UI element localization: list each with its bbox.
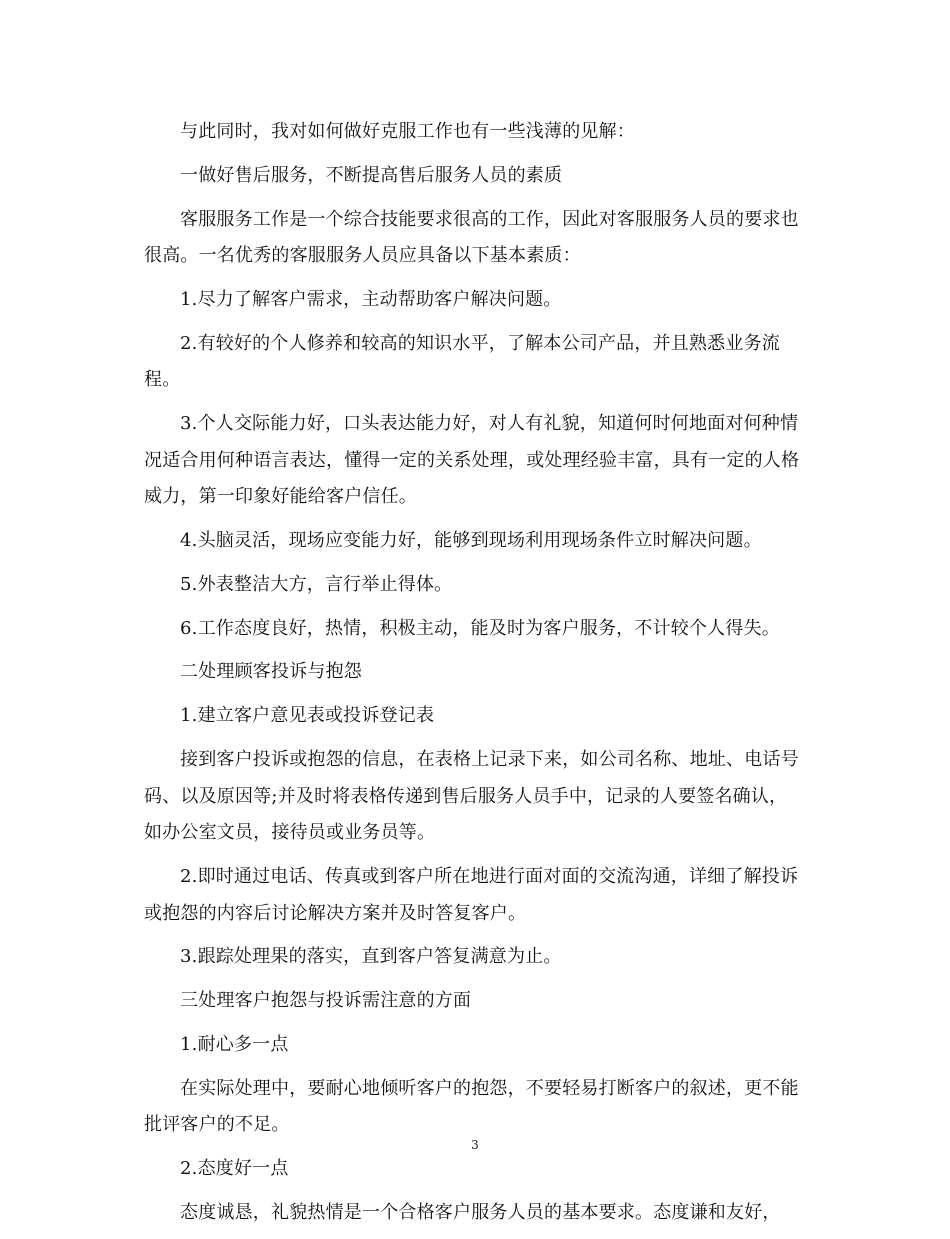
page-number: 3	[471, 1138, 479, 1152]
paragraph: 客服服务工作是一个综合技能要求很高的工作，因此对客服服务人员的要求也很高。一名优秀的客服服务人员应具备以下基本素质：	[144, 208, 799, 267]
list-item: 1.耐心多一点	[180, 1033, 289, 1055]
list-item: 5.外表整洁大方，言行举止得体。	[180, 573, 453, 595]
document-body	[144, 114, 804, 1239]
section-heading-3: 三处理客户抱怨与投诉需注意的方面	[180, 990, 472, 1012]
paragraph: 在实际处理中，要耐心地倾听客户的抱怨，不要轻易打断客户的叙述，更不能批评客户的不足。	[144, 1077, 799, 1136]
list-item: 3.个人交际能力好，口头表达能力好，对人有礼貌，知道何时何地面对何种情况适合用何种语言表达，懂得一定的关系处理，或处理经验丰富，具有一定的人格威力，第一印象好能给客户信任。	[144, 413, 800, 508]
list-item: 1.建立客户意见表或投诉登记表	[180, 705, 435, 727]
paragraph: 态度诚恳，礼貌热情是一个合格客户服务人员的基本要求。态度谦和友好，	[180, 1201, 781, 1223]
list-item: 2.态度好一点	[180, 1158, 289, 1180]
list-item: 2.有较好的个人修养和较高的知识水平，了解本公司产品，并且熟悉业务流程。	[144, 332, 780, 391]
paragraph: 接到客户投诉或抱怨的信息，在表格上记录下来，如公司名称、地址、电话号码、以及原因等;并及时将表格传递到售后服务人员手中，记录的人要签名确认，如办公室文员，接待员或业务员等。	[144, 748, 799, 844]
list-item: 3.跟踪处理果的落实，直到客户答复满意为止。	[180, 946, 562, 968]
list-item: 4.头脑灵活，现场应变能力好，能够到现场利用现场条件立时解决问题。	[180, 530, 762, 552]
list-item: 6.工作态度良好，热情，积极主动，能及时为客户服务，不计较个人得失。	[180, 617, 780, 639]
section-heading-2: 二处理顾客投诉与抱怨	[180, 661, 362, 683]
list-item: 2.即时通过电话、传真或到客户所在地进行面对面的交流沟通，详细了解投诉或抱怨的内容后讨论解决方案并及时答复客户。	[144, 865, 799, 924]
section-heading-1: 一做好售后服务，不断提高售后服务人员的素质	[180, 164, 563, 186]
paragraph-intro: 与此同时，我对如何做好克服工作也有一些浅薄的见解：	[180, 121, 635, 142]
list-item: 1.尽力了解客户需求，主动帮助客户解决问题。	[180, 288, 562, 310]
